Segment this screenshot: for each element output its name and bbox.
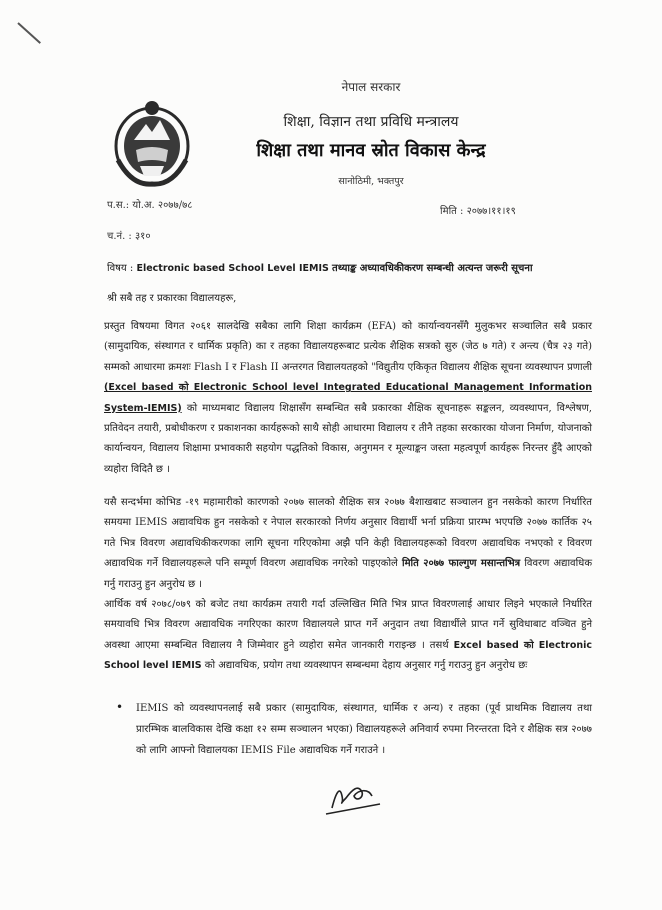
letter-date: मिति : २०७७।११।१९ [440, 206, 516, 217]
government-name: नेपाल सरकार [341, 80, 401, 94]
subject-text-np: तथ्याङ्क अध्यावधिकीकरण सम्बन्धी अत्यन्त जरूरी सूचना [332, 263, 533, 274]
p2-bold-deadline: मिति २०७७ फाल्गुण मसान्तभित्र [401, 558, 521, 570]
ministry-name: शिक्षा, विज्ञान तथा प्रविधि मन्त्रालय [283, 114, 459, 130]
p2-text-a: यसै सन्दर्भमा कोभिड -१९ महामारीको कारणको २०७७ सालको शैक्षिक सत्र २०७७ बैशाखबाट सञ्चालन हुन नसकेको कारण निर्धारित समयमा IEMIS अद्यावधिक हुन नसकेको र नेपाल सरकारको निर्णय अनुसार विद्यार्थी भर्ना प्रक्रिया प्रारम्भ भएपछि २०७७ कार्तिक २५ गते भित्र विवरण अद्यावधिकीकरणका लागि सूचना गरिएकोमा अझै पनि केही विद्यालयहरूको विवरण अद्यावधिक नभएको र विवरण अद्यावधिक गर्ने विद्यालयहरूले पनि सम्पूर्ण विवरण अद्यावधिक नगरेको पाइएकोले [104, 497, 592, 570]
subject-text-en: Electronic based School Level IEMIS [136, 263, 329, 274]
center-location: सानोठिमी, भक्तपुर [338, 176, 404, 187]
p1-text-a: प्रस्तुत विषयमा विगत २०६१ सालदेखि सबैका लागि शिक्षा कार्यक्रम (EFA) को कार्यान्वयनसँगै मुलुकभर सञ्चालित सबै प्रकार (सामुदायिक, संस्थागत र धार्मिक प्रकृति) का र तहका विद्यालयहरूबाट प्रत्येक शैक्षिक सत्रको सुरु (जेठ ७ गते) र अन्त्य (चैत्र २३ गते) सम्मको आधारमा क्रमशः Flash I र Flash II अन्तरगत विद्यालयतहको "विद्युतीय एकिकृत विद्यालय शैक्षिक सूचना व्यवस्थापन प्रणाली [104, 321, 592, 373]
p3-text-a: आर्थिक वर्ष २०७८/०७९ को बजेट तथा कार्यक्रम तयारी गर्दा उल्लिखित मिति भित्र प्राप्त विवरणलाई आधार लिइने भएकाले निर्धारित समयावधि भित्र विवरण अद्यावधिक नगरिएका कारण विद्यालयले प्राप्त गर्ने अनुदान तथा विद्यार्थीले प्राप्त गर्ने सुविधाबाट वञ्चित हुने अवस्था आएमा सम्बन्धित विद्यालय नै जिम्मेवार हुने व्यहोरा समेत जानकारी गराइन्छ । तसर्थ [104, 599, 592, 651]
scan-mark [17, 22, 41, 44]
body-paragraph-3 [104, 595, 592, 677]
subject-label: विषय : [107, 263, 134, 274]
letter-number: प.स.: यो.अ. २०७७/७८ [107, 200, 193, 211]
body-paragraph-2 [104, 493, 592, 595]
bullet-dot-icon: • [116, 700, 124, 714]
salutation: श्री सबै तह र प्रकारका विद्यालयहरू, [107, 293, 237, 304]
p3-text-b: को अद्यावधिक, प्रयोग तथा व्यवस्थापन सम्बन्धमा देहाय अनुसार गर्नु गराउनु हुन अनुरोध छः [204, 660, 528, 672]
p1-text-b: को माध्यमबाट विद्यालय शिक्षासँग सम्बन्धित सबै प्रकारका शैक्षिक सूचनाहरू सङ्कलन, व्यवस्थापन, विश्लेषण, प्रतिवेदन तयारी, प्रबोधीकरण र प्रकाशनका कार्यहरूको साथै सोही आधारमा विद्यालय र तीनै तहका सरकारका योजना निर्माण, योजनाको कार्यान्वयन, विद्यालय शिक्षामा प्रभावकारी सहयोग पद्धतिको विकास, अनुगमन र मूल्याङ्कन जस्ता महत्वपूर्ण कार्यहरू निरन्तर हुँदै आएको व्यहोरा विदितै छ । [104, 402, 592, 475]
bullet-item-1: IEMIS को व्यवस्थापनलाई सबै प्रकार (सामुदायिक, संस्थागत, धार्मिक र अन्य) र तहका (पूर्व प्राथमिक विद्यालय तथा प्रारम्भिक बालविकास देखि कक्षा १२ सम्म सञ्चालन भएका) विद्यालयहरूले अनिवार्य रुपमा निरन्तरता दिने र शैक्षिक सत्र २०७७ को लागि आफ्नो विद्यालयका IEMIS File अद्यावधिक गर्ने गराउने । [136, 703, 592, 756]
signature-icon [318, 778, 388, 818]
p1-bold-system-name: (Excel based को Electronic School level Integrated Educational Management Information System-IEMIS) [104, 382, 592, 414]
center-name: शिक्षा तथा मानव स्रोत विकास केन्द्र [256, 140, 486, 161]
p2-text-b: विवरण अद्यावधिक गर्नु गराउनु हुन अनुरोध छ । [104, 558, 593, 590]
subject-line [107, 260, 597, 274]
dispatch-number: च.नं. : ३१० [107, 231, 151, 242]
body-paragraph-1 [104, 317, 592, 480]
p3-bold-system: Excel based को Electronic School level IEMIS [104, 639, 592, 672]
